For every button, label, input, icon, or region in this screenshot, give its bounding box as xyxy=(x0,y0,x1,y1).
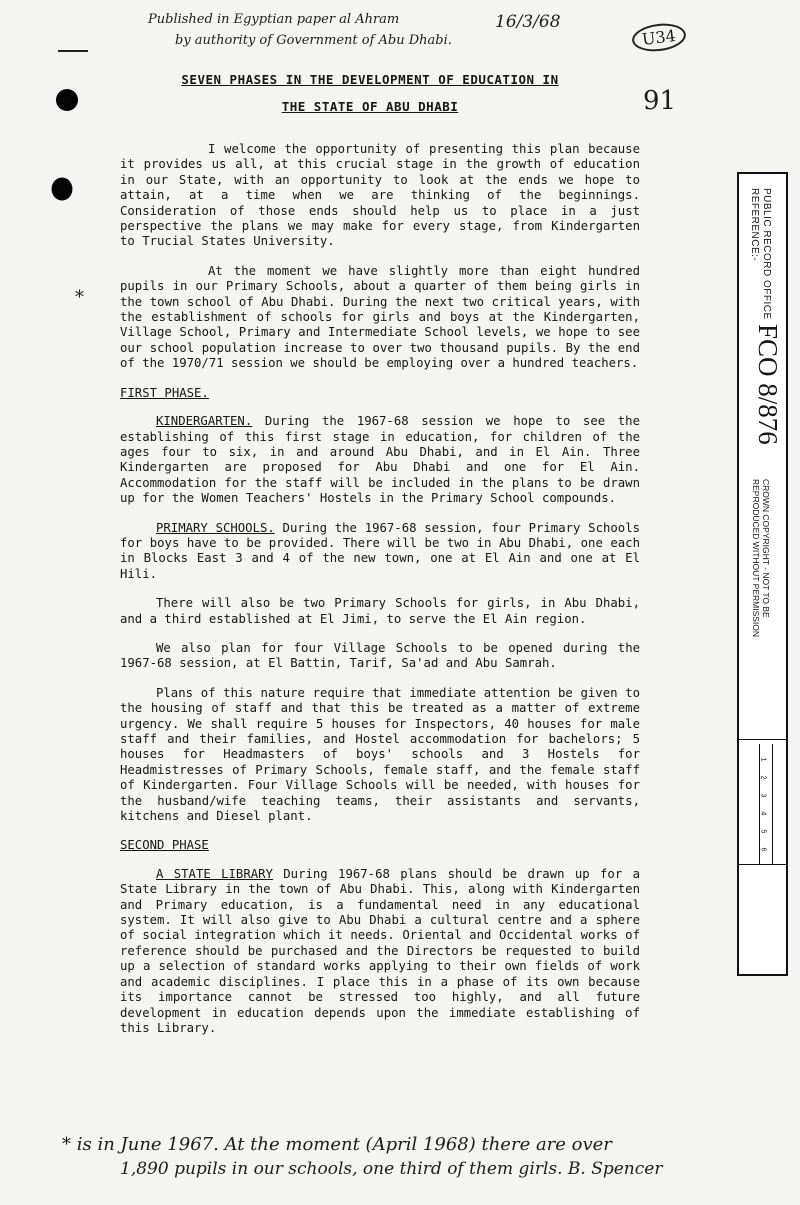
asterisk-mark: * xyxy=(75,287,84,308)
kindergarten-heading: KINDERGARTEN. xyxy=(156,414,253,429)
stamp-box-number: 3 xyxy=(759,793,767,798)
stamp-divider xyxy=(739,864,786,865)
stamp-file-code: FCO 8/876 xyxy=(753,324,783,445)
handwritten-footnote-line-2: 1,890 pupils in our schools, one third of them girls. B. Spencer xyxy=(120,1159,663,1179)
stamp-reproduction-notice: REPRODUCED WITHOUT PERMISSION xyxy=(751,479,761,638)
handwritten-date: 16/3/68 xyxy=(495,12,561,32)
title-line-2: THE STATE OF ABU DHABI xyxy=(281,99,459,114)
heading-first-phase: FIRST PHASE. xyxy=(120,385,209,400)
stamp-reference-label: REFERENCE:- xyxy=(749,188,760,262)
stamp-box-number: 2 xyxy=(759,775,767,780)
paragraph-state-library xyxy=(120,867,640,1036)
stamp-box-rule xyxy=(759,744,760,864)
stamp-box-number: 4 xyxy=(759,811,767,816)
handwritten-footnote-line-1: * is in June 1967. At the moment (April 1968) there are over xyxy=(62,1134,612,1155)
stamp-box-rule xyxy=(772,744,773,864)
stamp-box-number: 6 xyxy=(759,847,767,852)
document-title xyxy=(155,66,585,120)
paragraph-pupils: At the moment we have slightly more than eight hundred pupils in our Primary Schools, about a quarter of them being girls in the town school of Abu Dhabi. During the next two critical years, with the establishment of schools for girls and boys at the Kindergarten, Village School, Primary and Intermediate School levels, we hope to see our school population increase to over two thousand pupils. By the end of the 1970/71 session we should be employing over a hundred teachers. xyxy=(120,263,640,371)
paragraph-housing: Plans of this nature require that immediate attention be given to the housing of staff and that this be treated as a matter of extreme urgency. We shall require 5 houses for Inspectors, 40 houses for male staff and their families, and Hostel accommodation for bachelors; 5 houses for Headmasters of boys' schools and 3 Hostels for Headmistresses of Primary Schools, female staff, and the female staff of Kindergarten. Four Village Schools will be needed, with houses for the husband/wife teaching teams, their assistants and servants, kitchens and Diesel plant. xyxy=(120,685,640,824)
primary-schools-text: During the 1967-68 session, four Primary Schools for boys have to be provided. There will be two in Abu Dhabi, one each in Blocks East 3 and 4 of the new town, one at El Ain and one at El Hili. xyxy=(120,520,640,581)
punch-hole xyxy=(52,177,73,200)
heading-second-phase: SECOND PHASE xyxy=(120,838,209,853)
title-line-1: SEVEN PHASES IN THE DEVELOPMENT OF EDUCATION IN xyxy=(181,72,559,87)
paragraph-girls-schools: There will also be two Primary Schools for girls, in Abu Dhabi, and a third established at El Jimi, to serve the El Ain region. xyxy=(120,596,640,626)
handwritten-authority-note: by authority of Government of Abu Dhabi. xyxy=(175,33,452,48)
paragraph-kindergarten xyxy=(120,414,640,506)
stamp-office-label: PUBLIC RECORD OFFICE xyxy=(761,188,772,320)
primary-schools-heading: PRIMARY SCHOOLS. xyxy=(156,520,275,535)
punch-hole xyxy=(56,89,78,111)
stamp-box-number: 1 xyxy=(759,757,767,762)
circled-reference: U34 xyxy=(631,21,688,54)
state-library-text: During 1967-68 plans should be drawn up for a State Library in the town of Abu Dhabi. This, along with Kindergarten and Primary education, is a fundamental need in any educational system. It will also give to Abu Dhabi a cultural centre and a sphere of social integration which it needs. Oriental and Occidental works of reference should be purchased and the Directors be requested to build up a selection of standard works applying to their own fields of work and academic disciplines. I place this in a phase of its own because its importance cannot be stressed too highly, and all future development in education depends upon the immediate establishing of this Library. xyxy=(120,866,640,1035)
stamp-divider xyxy=(739,739,786,740)
handwritten-publication-note: Published in Egyptian paper al Ahram xyxy=(148,12,400,27)
stamp-copyright: CROWN COPYRIGHT - NOT TO BE xyxy=(761,479,771,618)
paragraph-intro: I welcome the opportunity of presenting this plan because it provides us all, at this crucial stage in the growth of education in our State, with an opportunity to look at the ends we hope to attain, at a time when we are thinking of the beginnings. Consideration of those ends should help us to place in a just perspective the plans we may make for every stage, from Kindergarten to Trucial States University. xyxy=(120,142,640,249)
stamp-box-number: 5 xyxy=(759,829,767,834)
page-number: 91 xyxy=(643,86,677,116)
paragraph-primary-schools xyxy=(120,521,640,583)
document-body xyxy=(120,142,640,1050)
public-record-office-stamp xyxy=(737,172,788,976)
paragraph-village-schools: We also plan for four Village Schools to be opened during the 1967-68 session, at El Battin, Tarif, Sa'ad and Abu Samrah. xyxy=(120,640,640,671)
margin-dash xyxy=(58,50,88,52)
state-library-heading: A STATE LIBRARY xyxy=(156,866,273,881)
kindergarten-text: During the 1967-68 session we hope to see the establishing of this first stage in education, for children of the ages four to six, in and around Abu Dhabi, and in El Ain. Three Kindergarten are proposed for Abu Dhabi and one for El Ain. Accommodation for the staff will be included in the plans to be drawn up for the Women Teachers' Hostels in the Primary School compounds. xyxy=(120,414,640,506)
